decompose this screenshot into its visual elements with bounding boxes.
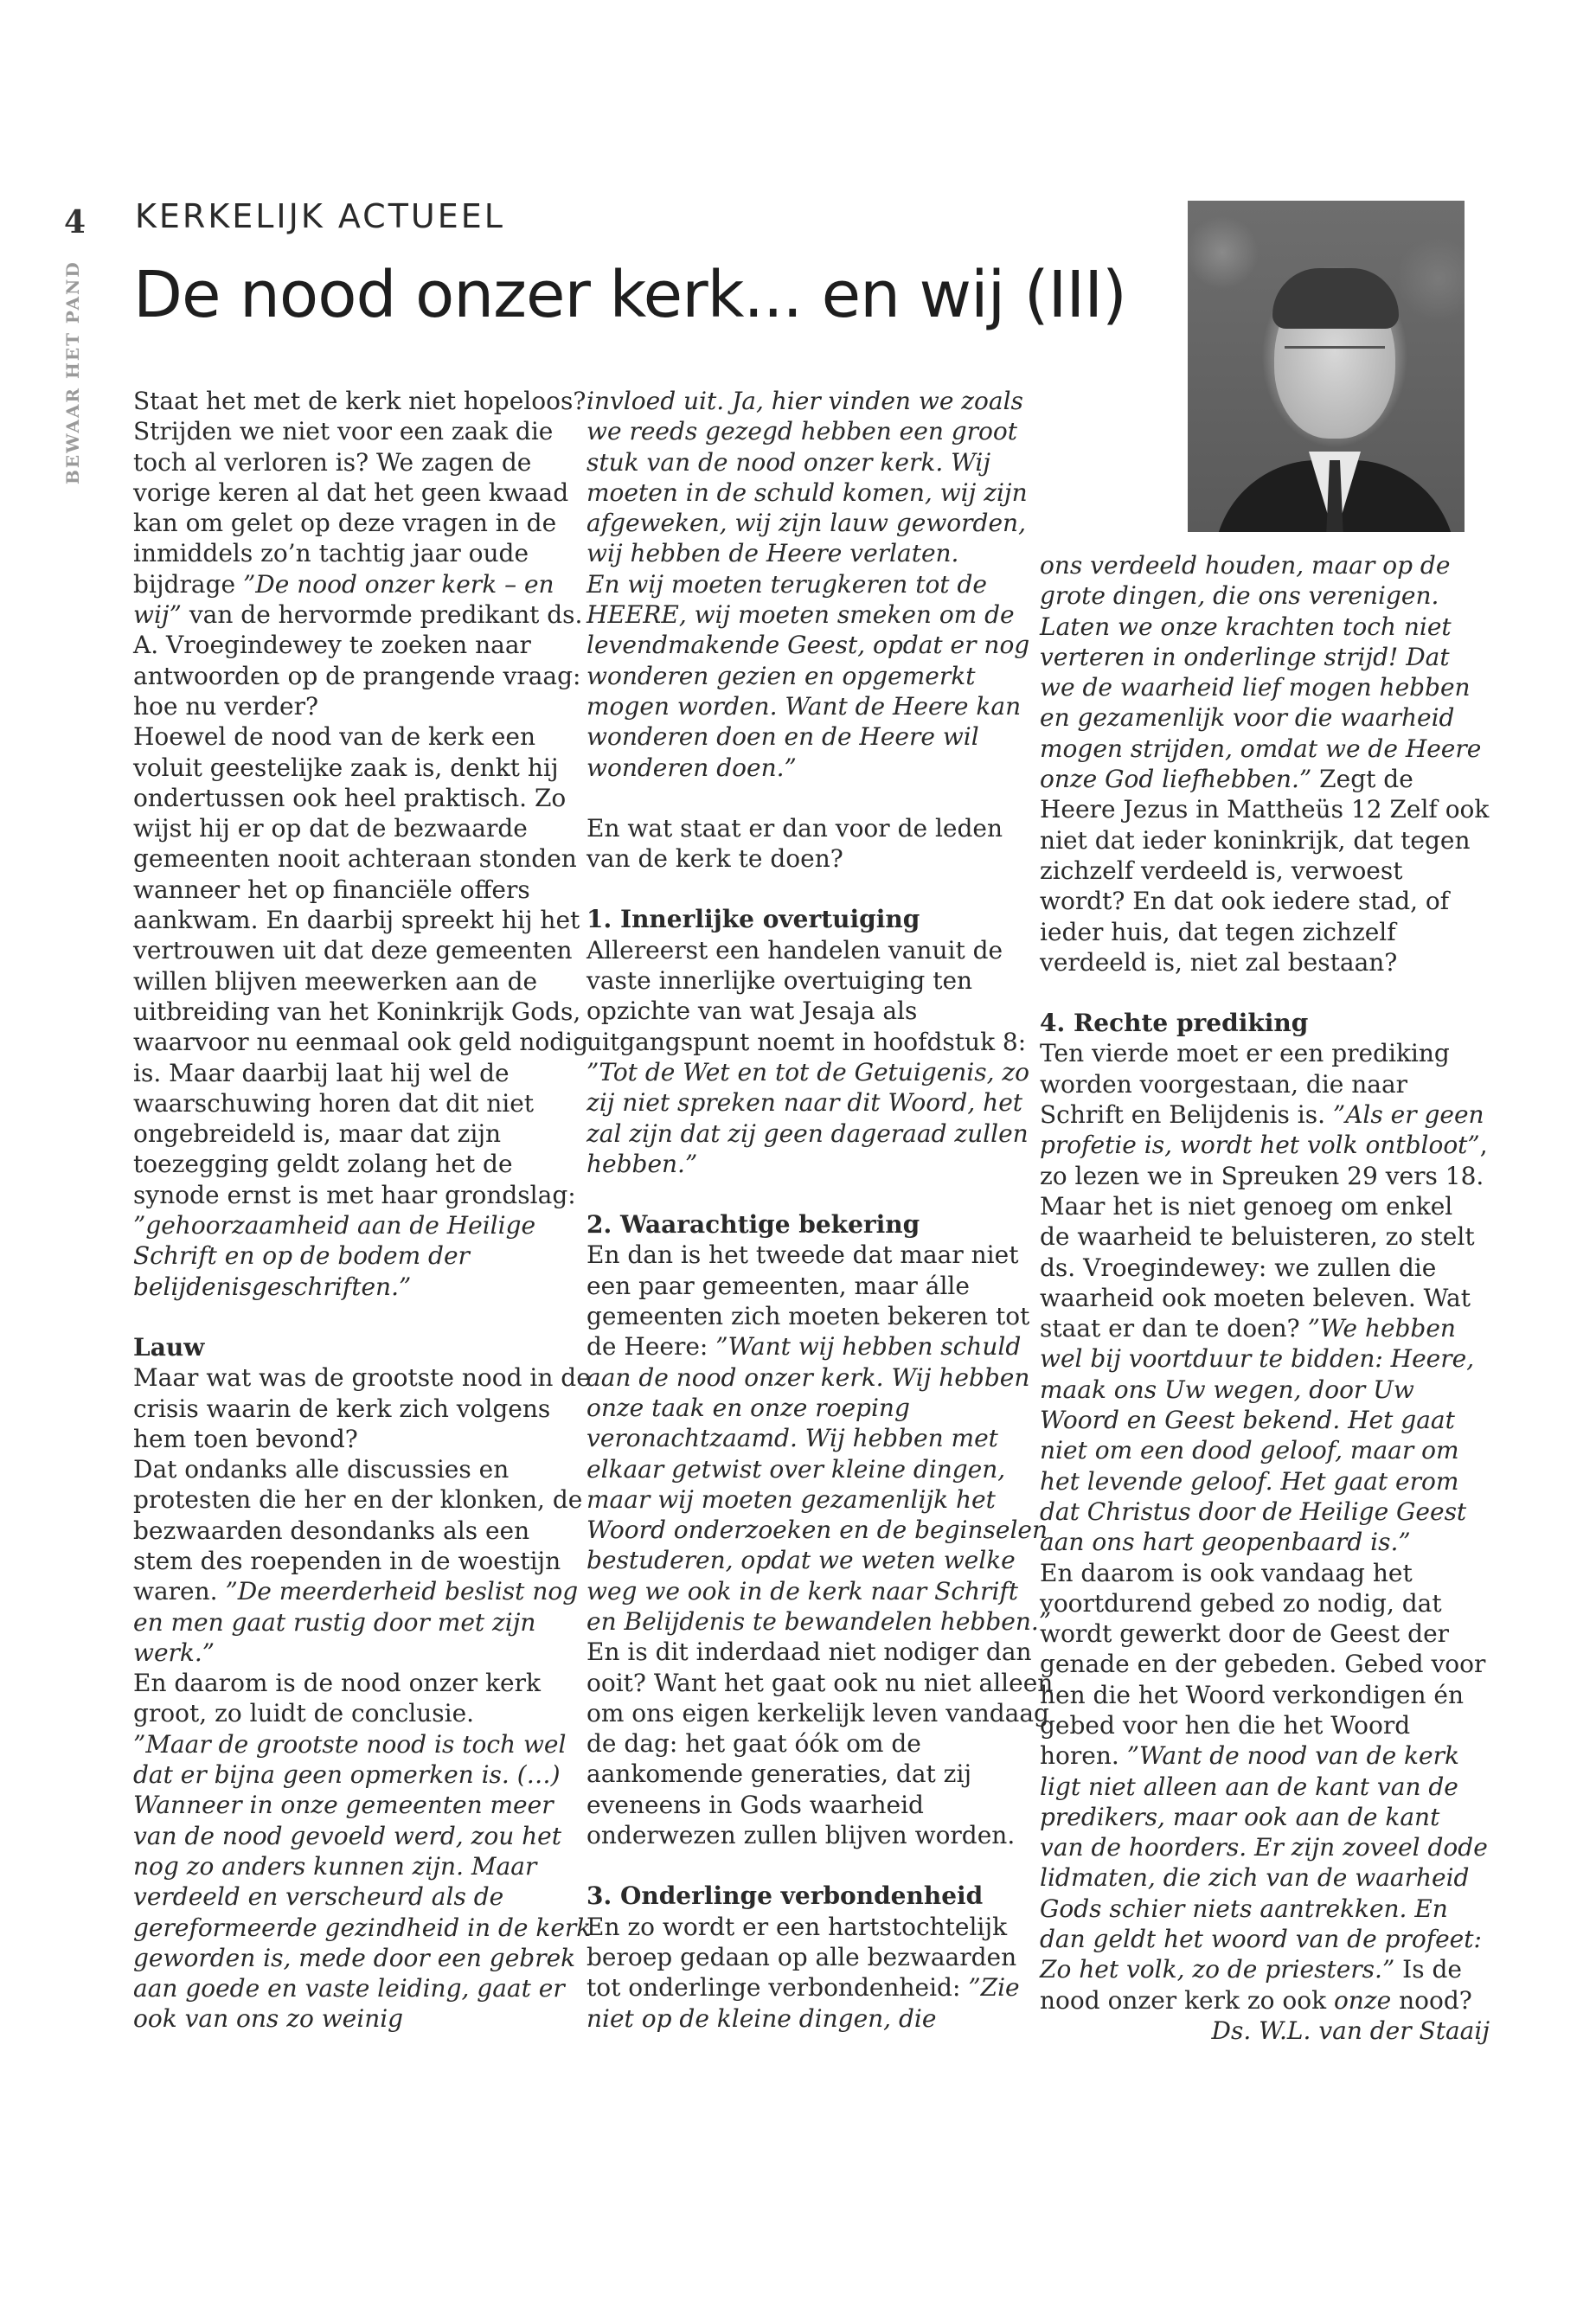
paragraph: En daarom is ook vandaag het voortdurend gebed zo nodig, dat wordt gewerkt door de Geest der genade en der gebeden. Gebed voor hen die het Woord verkondigen én gebed voor hen die het Woord horen. ”Want de nood van de kerk ligt niet alleen aan de kant van de predikers, maar ook aan de kant van de hoorders. Er zijn zoveel dode lidmaten, die zich van de waarheid Gods schier niets aantrekken. En dan geldt het woord van de profeet: Zo het volk, zo de priesters.” Is de nood onzer kerk zo ook onze nood? — [1040, 1558, 1488, 2015]
article-title: De nood onzer kerk... en wij (III) — [133, 258, 1126, 332]
section-label: KERKELIJK ACTUEEL — [135, 197, 505, 235]
paragraph: En daarom is de nood onzer kerk groot, zo luidt de conclusie. — [133, 1669, 541, 1728]
magazine-side-label: BEWAAR HET PAND — [62, 260, 83, 484]
paragraph: En zo wordt er een hartstochtelijk beroep gedaan op alle bezwaarden tot onderlinge verbondenheid: ”Zie niet op de kleine dingen, die — [586, 1912, 1020, 2033]
paragraph: En wat staat er dan voor de leden van de kerk te doen? — [586, 813, 1003, 874]
paragraph: Dat ondanks alle discussies en protesten die her en der klonken, de bezwaarden desondanks als een stem des roependen in de woestijn waren. ”De meerderheid beslist nog en men gaat rustig door met zijn werk.” — [133, 1455, 583, 1667]
subheading-1: 1. Innerlijke overtuiging — [586, 905, 920, 934]
column-1 — [133, 386, 592, 2035]
author-signature: Ds. W.L. van der Staaij — [1211, 2016, 1490, 2045]
subheading-4: 4. Rechte prediking — [1040, 1009, 1309, 1038]
paragraph: En is dit inderdaad niet nodiger dan ooit? Want het gaat ook nu niet alleen om ons eigen kerkelijk leven vandaag de dag: het gaat óók om de aankomende generaties, dat zij eveneens in Gods waarheid onderwezen zullen blijven worden. — [586, 1638, 1054, 1850]
quote: En wij moeten terugkeren tot de HEERE, wij moeten smeken om de levendmakende Geest, opdat er nog wonderen gezien en opgemerkt mogen worden. Want de Heere kan wonderen doen en de Heere wil wonderen doen.” — [586, 569, 1030, 782]
paragraph: En dan is het tweede dat maar niet een paar gemeenten, maar álle gemeenten zich moeten bekeren tot de Heere: ”Want wij hebben schuld aan de nood onzer kerk. Wij hebben onze taak en onze roeping veronachtzaamd. Wij hebben met elkaar getwist over kleine dingen, maar wij moeten gezamenlijk het Woord onderzoeken en de beginselen bestuderen, opdat we weten welke weg we ook in de kerk naar Schrift en Belijdenis te bewandelen hebben.” — [586, 1240, 1052, 1636]
page-number: 4 — [64, 204, 87, 240]
paragraph: Allereerst een handelen vanuit de vaste innerlijke overtuiging ten opzichte van wat Jesaja als uitgangspunt noemt in hoofdstuk 8: ”Tot de Wet en tot de Getuigenis, zo zij niet spreken naar dit Woord, het zal zijn dat zij geen dageraad zullen hebben.” — [586, 935, 1030, 1178]
paragraph: Hoewel de nood van de kerk een voluit geestelijke zaak is, denkt hij ondertussen ook heel praktisch. Zo wijst hij er op dat de bezwaarde gemeenten nooit achteraan stonden wanneer het op financiële offers aankwam. En daarbij spreekt hij het vertrouwen uit dat deze gemeenten willen blijven meewerken aan de uitbreiding van het Koninkrijk Gods, waarvoor nu eenmaal ook geld nodig is. Maar daarbij laat hij wel de waarschuwing horen dat dit niet ongebreideld is, maar dat zijn toezegging geldt zolang het de synode ernst is met haar grondslag: ”gehoorzaamheid aan de Heilige Schrift en op de bodem der belijdenisgeschriften.” — [133, 722, 589, 1301]
subheading-2: 2. Waarachtige bekering — [586, 1210, 920, 1240]
author-photo — [1188, 201, 1465, 532]
quote: ”Maar de grootste nood is toch wel dat er bijna geen opmerken is. (…) Wanneer in onze gemeenten meer van de nood gevoeld werd, zou het nog zo anders kunnen zijn. Maar verdeeld en verscheurd als de gereformeerde gezindheid in de kerk geworden is, mede door een gebrek aan goede en vaste leiding, gaat er ook van ons zo weinig — [133, 1729, 592, 2034]
paragraph: ons verdeeld houden, maar op de grote dingen, die ons verenigen. Laten we onze krachten toch niet verteren in onderlinge strijd! Dat we de waarheid lief mogen hebben en gezamenlijk voor die waarheid mogen strijden, omdat we de Heere onze God liefhebben.” Zegt de Heere Jezus in Mattheüs 12 Zelf ook niet dat ieder koninkrijk, dat tegen zichzelf verdeeld is, verwoest wordt? En dat ook iedere stad, of ieder huis, dat tegen zichzelf verdeeld is, niet zal bestaan? — [1040, 551, 1490, 977]
subheading-3: 3. Onderlinge verbondenheid — [586, 1881, 984, 1911]
paragraph: Staat het met de kerk niet hopeloos? Strijden we niet voor een zaak die toch al verloren is? We zagen de vorige keren al dat het geen kwaad kan om gelet op deze vragen in de inmiddels zo’n tachtig jaar oude bijdrage ”De nood onzer kerk – en wij” van de hervormde predikant ds. A. Vroegindewey te zoeken naar antwoorden op de prangende vraag: hoe nu verder? — [133, 387, 586, 721]
subheading-lauw: Lauw — [133, 1332, 205, 1362]
paragraph: Maar wat was de grootste nood in de crisis waarin de kerk zich volgens hem toen bevond? — [133, 1363, 591, 1453]
column-2 — [586, 386, 1054, 2034]
quote: invloed uit. Ja, hier vinden we zoals we reeds gezegd hebben een groot stuk van de nood onzer kerk. Wij moeten in de schuld komen, wij zijn afgeweken, wij zijn lauw geworden, wij hebben de Heere verlaten. — [586, 387, 1028, 568]
column-3 — [1040, 550, 1490, 2046]
paragraph: Ten vierde moet er een prediking worden voorgestaan, die naar Schrift en Belijdenis is. ”Als er geen profetie is, wordt het volk ontbloot”, zo lezen we in Spreuken 29 vers 18. Maar het is niet genoeg om enkel de waarheid te beluisteren, zo stelt ds. Vroegindewey: we zullen die waarheid ook moeten beleven. Wat staat er dan te doen? ”We hebben wel bij voortduur te bidden: Heere, maak ons Uw wegen, door Uw Woord en Geest bekend. Het gaat niet om een dood geloof, maar om het levende geloof. Het gaat erom dat Christus door de Heilige Geest aan ons hart geopenbaard is.” — [1040, 1039, 1488, 1557]
